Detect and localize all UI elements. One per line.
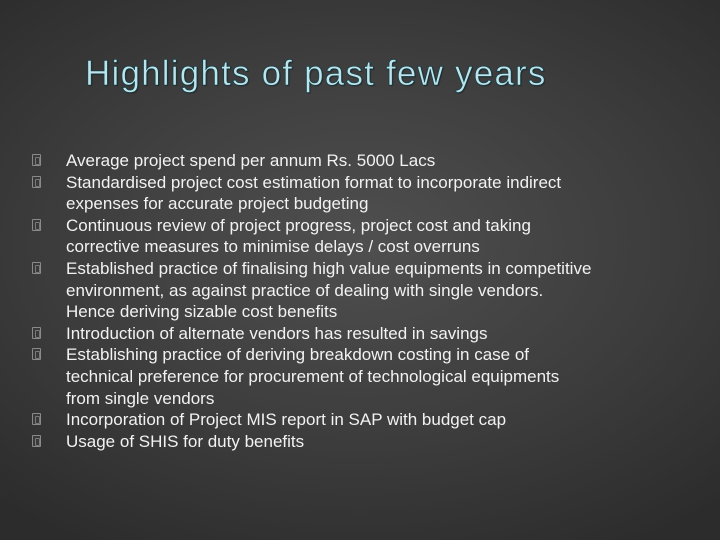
bullet-item: [0, 409, 720, 431]
bullet-item: [0, 172, 720, 215]
bullet-text: Average project spend per annum Rs. 5000 Lacs: [66, 151, 436, 170]
bullet-text: Incorporation of Project MIS report in SAP with budget cap: [66, 410, 507, 430]
bullet-text: Continuous review of project progress, project cost and taking corrective measures to minimise delays / cost overruns: [66, 215, 531, 257]
square-bullet-icon: [32, 413, 41, 425]
bullet-item: [0, 258, 720, 323]
bullet-item: [0, 344, 720, 409]
bullet-item: [0, 323, 720, 345]
bullet-text: Usage of SHIS for duty benefits: [66, 431, 305, 451]
bullet-text: Establishing practice of deriving breakdown costing in case of technical preference for procurement of technological equipments from single vendors: [66, 345, 560, 408]
square-bullet-icon: [32, 154, 41, 166]
square-bullet-icon: [32, 219, 41, 231]
square-bullet-icon: [32, 176, 41, 188]
square-bullet-icon: [32, 348, 41, 360]
bullet-list: [0, 150, 720, 452]
square-bullet-icon: [32, 262, 41, 274]
bullet-item: [0, 431, 720, 453]
bullet-text: Standardised project cost estimation format to incorporate indirect expenses for accurate project budgeting: [66, 172, 562, 214]
square-bullet-icon: [32, 327, 41, 339]
bullet-item: [0, 150, 720, 172]
bullet-text: Introduction of alternate vendors has resulted in savings: [66, 323, 488, 343]
slide-title: Highlights of past few years: [85, 54, 547, 93]
bullet-item: [0, 215, 720, 258]
bullet-text: Established practice of finalising high value equipments in competitive environment, as against practice of dealing with single vendors. Hence deriving sizable cost benefits: [66, 258, 592, 322]
square-bullet-icon: [32, 435, 41, 447]
